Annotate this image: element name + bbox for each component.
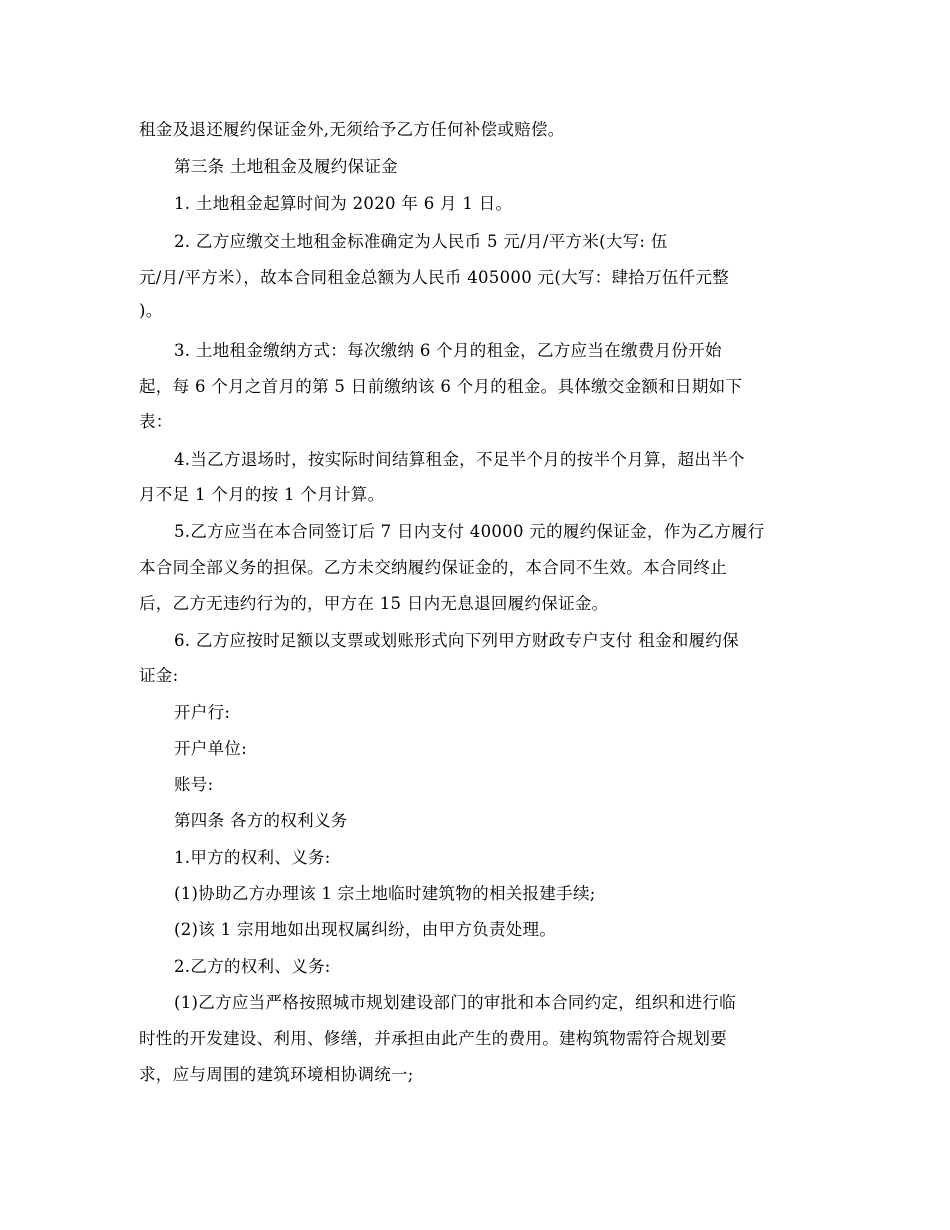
text-line: 2.乙方的权利、义务:: [174, 957, 331, 976]
account-holder-label: 开户单位:: [174, 739, 248, 758]
text-line: 后，乙方无违约行为的，甲方在 15 日内无息退回履约保证金。: [139, 594, 609, 613]
text-line: 3. 土地租金缴纳方式：每次缴纳 6 个月的租金，乙方应当在缴费月份开始: [174, 341, 722, 360]
text-line: 求，应与周围的建筑环境相协调统一;: [139, 1065, 414, 1084]
text-line: 表：: [139, 412, 173, 431]
text-line: 1. 土地租金起算时间为 2020 年 6 月 1 日。: [174, 194, 513, 213]
text-line: 5.乙方应当在本合同签订后 7 日内支付 40000 元的履约保证金，作为乙方履行: [174, 522, 765, 541]
text-line: 起，每 6 个月之首月的第 5 日前缴纳该 6 个月的租金。具体缴交金额和日期如下: [139, 377, 743, 396]
account-number-label: 账号:: [174, 775, 214, 794]
text-line: (1)乙方应当严格按照城市规划建设部门的审批和本合同约定，组织和进行临: [174, 993, 736, 1012]
text-line: (2)该 1 宗用地如出现权属纠纷，由甲方负责处理。: [174, 920, 557, 939]
text-line: (1)协助乙方办理该 1 宗土地临时建筑物的相关报建手续;: [174, 884, 596, 903]
text-line: 元/月/平方米），故本合同租金总额为人民币 405000 元(大写：肆拾万伍仟元整: [139, 268, 730, 287]
text-line: 4.当乙方退场时，按实际时间结算租金，不足半个月的按半个月算，超出半个: [174, 450, 745, 469]
text-line: 本合同全部义务的担保。乙方未交纳履约保证金的，本合同不生效。本合同终止: [139, 558, 727, 577]
text-line: 租金及退还履约保证金外,无须给予乙方任何补偿或赔偿。: [139, 120, 565, 139]
text-line: 1.甲方的权利、义务:: [174, 848, 331, 867]
text-line: 6. 乙方应按时足额以支票或划账形式向下列甲方财政专户支付 租金和履约保: [174, 631, 740, 650]
text-line: 2. 乙方应缴交土地租金标准确定为人民币 5 元/月/平方米(大写: 伍: [174, 232, 668, 251]
section-heading: 第三条 土地租金及履约保证金: [174, 157, 398, 176]
text-line: 时性的开发建设、利用、修缮，并承担由此产生的费用。建构筑物需符合规划要: [139, 1029, 727, 1048]
bank-label: 开户行:: [174, 703, 231, 722]
text-line: )。: [139, 301, 163, 320]
section-heading: 第四条 各方的权利义务: [174, 811, 348, 830]
text-line: 证金:: [139, 666, 179, 685]
text-line: 月不足 1 个月的按 1 个月计算。: [139, 485, 385, 504]
